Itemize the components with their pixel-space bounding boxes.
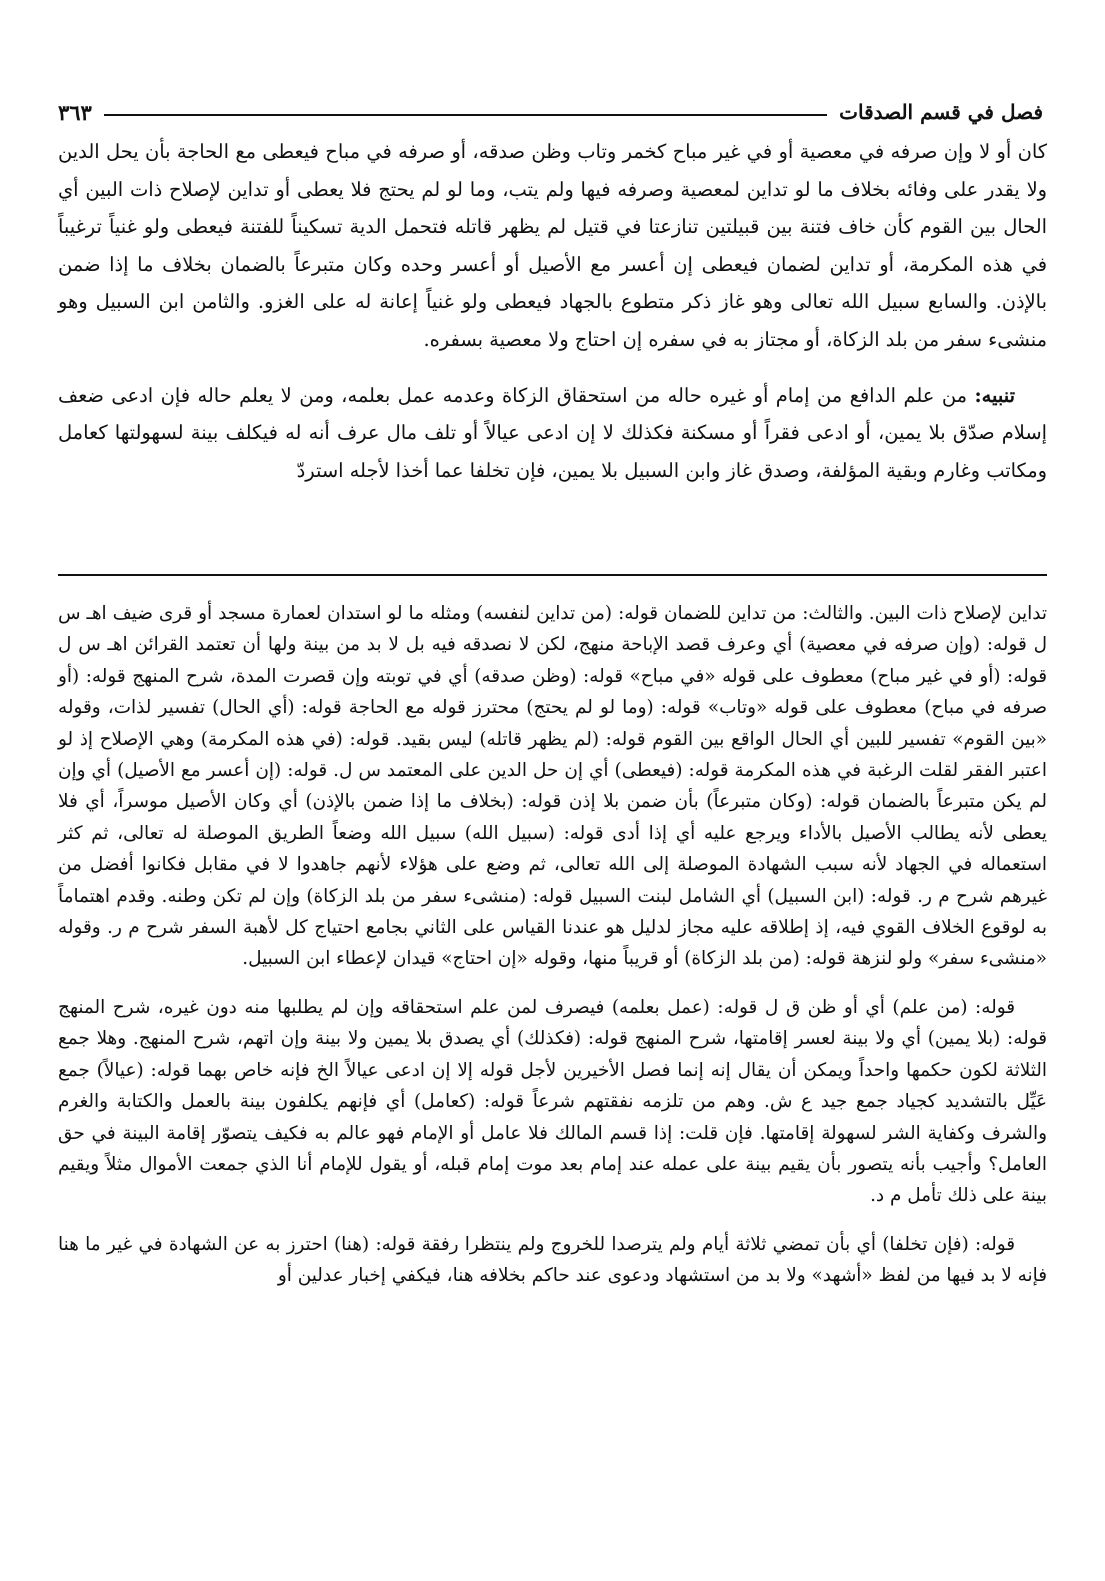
tanbih-text: من علم الدافع من إمام أو غيره حاله من استحقاق الزكاة وعدمه عمل بعلمه، ومن لا يعلم حاله فإن ادعى ضعف إسلام صدّق بلا يمين، أو ادعى فقراً أو مسكنة فكذلك لا إن ادعى عيالاً أو تلف مال عرف أنه له فيكلف بينة لسهولتها كعامل ومكاتب وغارم وبقية المؤلفة، وصدق غاز وابن السبيل بلا يمين، فإن تخلفا عما أخذا لأجله استردّ [58, 383, 1047, 482]
main-text [58, 133, 1047, 489]
tanbih-paragraph [58, 377, 1047, 490]
footnotes [58, 598, 1047, 1292]
tanbih-label: تنبيه: [974, 383, 1015, 407]
footnote-gap [58, 1212, 1047, 1229]
main-paragraph: كان أو لا وإن صرفه في معصية أو في غير مباح كخمر وتاب وظن صدقه، أو صرفه في مباح فيعطى مع الحاجة بأن يحل الدين ولا يقدر على وفائه بخلاف ما لو تداين لمعصية وصرفه فيها ولم يتب، وما لو لم يحتج فلا يعطى أو تداين لإصلاح ذات البين أي الحال بين القوم كأن خاف فتنة بين قبيلتين تنازعتا في قتيل لم يظهر قاتله فتحمل الدية تسكيناً للفتنة فيعطى ولو غنياً ترغيباً في هذه المكرمة، أو تداين لضمان فيعطى إن أعسر مع الأصيل أو أعسر وحده وكان متبرعاً بالضمان بخلاف ما إذا ضمن بالإذن. والسابع سبيل الله تعالى وهو غاز ذكر متطوع بالجهاد فيعطى ولو غنياً إعانة له على الغزو. والثامن ابن السبيل وهو منشىء سفر من بلد الزكاة، أو مجتاز به في سفره إن احتاج ولا معصية بسفره. [58, 140, 1048, 351]
paragraph-gap [58, 359, 1047, 377]
page-header [58, 92, 1043, 132]
footnote-divider [58, 574, 1047, 576]
chapter-title: فصل في قسم الصدقات [839, 100, 1043, 124]
header-rule [104, 114, 827, 116]
page-number: ٣٦٣ [58, 99, 92, 125]
footnote-paragraph: تداين لإصلاح ذات البين. والثالث: من تداين للضمان قوله: (من تداين لنفسه) ومثله ما لو استدان لعمارة مسجد أو قرى ضيف اهـ س ل قوله: (وإن صرفه في معصية) أي وعرف قصد الإباحة منهج، لكن لا نصدقه فيه بل لا بد من بينة ولها أن تعتمد القرائن اهـ س ل قوله: (أو في غير مباح) معطوف على قوله «في مباح» قوله: (وظن صدقه) أي في توبته وإن قصرت المدة، شرح المنهج قوله: (أو صرفه في مباح) معطوف على قوله «وتاب» قوله: (وما لو لم يحتج) محترز قوله مع الحاجة قوله: (أي الحال) تفسير لذات، وقوله «بين القوم» تفسير للبين أي الحال الواقع بين القوم قوله: (لم يظهر قاتله) ليس بقيد. قوله: (في هذه المكرمة) وهي الإصلاح إذ لو اعتبر الفقر لقلت الرغبة في هذه المكرمة قوله: (فيعطى) أي إن حل الدين على المعتمد س ل. قوله: (إن أعسر مع الأصيل) أي وإن لم يكن متبرعاً بالضمان قوله: (وكان متبرعاً) بأن ضمن بلا إذن قوله: (بخلاف ما إذا ضمن بالإذن) أي وكان الأصيل موسراً، أي فلا يعطى لأنه يطالب الأصيل بالأداء ويرجع عليه أي إذا أدى قوله: (سبيل الله) سبيل الله وضعاً الطريق الموصلة له تعالى، ثم كثر استعماله في الجهاد لأنه سبب الشهادة الموصلة إلى الله تعالى، ثم وضع على هؤلاء لأنهم جاهدوا لا في مقابل فكانوا أفضل من غيرهم شرح م ر. قوله: (ابن السبيل) أي الشامل لبنت السبيل قوله: (منشىء سفر من بلد الزكاة) وإن لم تكن وطنه. وقدم اهتماماً به لوقوع الخلاف القوي فيه، إذ إطلاقه عليه مجاز لدليل هو عندنا القياس على الثاني بجامع احتياج كل لأهبة السفر شرح م ر. وقوله «منشىء سفر» ولو لنزهة قوله: (من بلد الزكاة) أو قريباً منها، وقوله «إن احتاج» قيدان لإعطاء ابن السبيل. [58, 603, 1047, 970]
footnote-paragraph: قوله: (من علم) أي أو ظن ق ل قوله: (عمل بعلمه) فيصرف لمن علم استحقاقه وإن لم يطلبها منه دون غيره، شرح المنهج قوله: (بلا يمين) أي ولا بينة لعسر إقامتها، شرح المنهج قوله: (فكذلك) أي يصدق بلا يمين ولا بينة وإن اتهم، شرح المنهج. وهلا جمع الثلاثة لكون حكمها واحداً ويمكن أن يقال إنه إنما فصل الأخيرين لأجل قوله إلا إن ادعى عيالاً الخ فإنه خاص بهما قوله: (عيالاً) جمع عَيِّل بالتشديد كجياد جمع جيد ع ش. وهم من تلزمه نفقتهم شرعاً قوله: (كعامل) أي فإنهم يكلفون بينة بالعمل والكتابة والغرم والشرف وكفاية الشر لسهولة إقامتها. فإن قلت: إذا قسم المالك فلا عامل أو الإمام فهو عالم به فكيف يتصوّر إقامة البينة في حق العامل؟ وأجيب بأنه يتصور بأن يقيم بينة على عمله عند إمام بعد موت إمام قبله، أو يقول للإمام أنا الذي جمعت الأموال مثلاً ويقيم بينة على ذلك تأمل م د. [58, 996, 1047, 1207]
footnote-gap [58, 975, 1047, 992]
footnote-paragraph: قوله: (فإن تخلفا) أي بأن تمضي ثلاثة أيام ولم يترصدا للخروج ولم ينتظرا رفقة قوله: (هنا) احترز به عن الشهادة في غير ما هنا فإنه لا بد فيها من لفظ «أشهد» ولا بد من استشهاد ودعوى عند حاكم بخلافه هنا، فيكفي إخبار عدلين أو [58, 1233, 1047, 1287]
